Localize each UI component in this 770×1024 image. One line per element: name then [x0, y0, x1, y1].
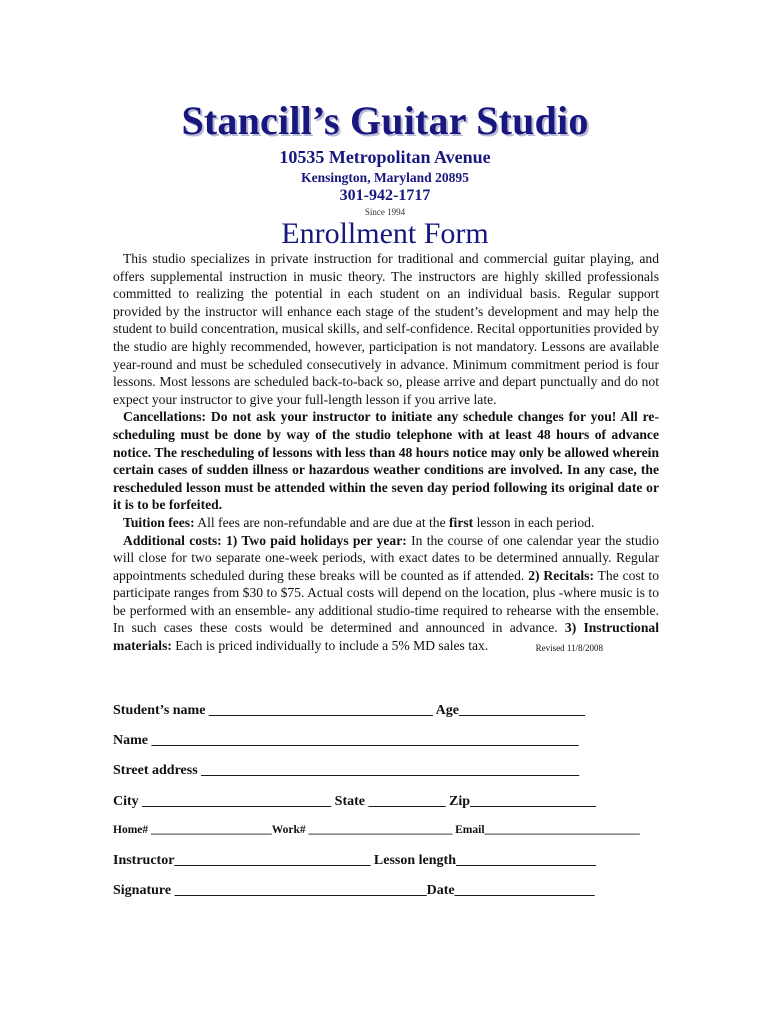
cancellations-text: : Do not ask your instructor to initiate any schedule changes for you! All re-scheduling must be done by way of the studio telephone with at least 48 hours of advance notice. The rescheduling of lessons with less than 48 hours notice may only be allowed wherein certain cases of sudden illness or hazardous weather conditions are involved. In any case, the rescheduled lesson must be attended within the seven day period following its original date or it is to be forfeited. [113, 409, 659, 513]
studio-address: 10535 Metropolitan Avenue [279, 147, 491, 167]
cancellations-paragraph [113, 408, 659, 514]
additional-text: In the course of one calendar year the studio will close for two separate one-week periods, with exact dates to be determined annually. Regular appointments scheduled during these breaks will be counted as if attended. [113, 532, 659, 583]
studio-title: Stancill’s Guitar Studio [181, 98, 589, 143]
city-state-zip-field[interactable]: City ___________________________ State ___________ Zip__________________ [113, 794, 596, 809]
tuition-label: Tuition fees: [123, 514, 195, 530]
tuition-first: first [449, 514, 474, 530]
name-field[interactable]: Name _____________________________________________________________ [113, 733, 579, 748]
intro-text: This studio specializes in private instruction for traditional and commercial guitar playing, and offers supplemental instruction in music theory. The instructors are highly skilled professionals committed to realizing the potential in each student on an individual basis. Regular support provided by the instructor will enhance each stage of the student’s development and may help the student to build concentration, musical skills, and self-confidence. Recital opportunities provided by the studio are highly recommended, however, participation is not mandatory. Lessons are available year-round and must be scheduled consecutively in advance. Minimum commitment period is four lessons. Most lessons are scheduled back-to-back so, please arrive and depart punctually and do not expect your instructor to give your full-length lesson if you arrive late. [113, 251, 659, 407]
instructor-lesson-length-field[interactable]: Instructor____________________________ Lesson length____________________ [113, 853, 597, 868]
street-address-field[interactable]: Street address ______________________________________________________ [113, 763, 580, 778]
materials-text: Each is priced individually to include a 5% MD sales tax. [171, 638, 489, 654]
form-title: Enrollment Form [281, 217, 489, 250]
tuition-paragraph [113, 514, 659, 532]
studio-city: Kensington, Maryland 20895 [301, 170, 469, 185]
tuition-text-1: All fees are non-refundable and are due at the [194, 514, 450, 530]
phone-email-field[interactable]: Home# _____________________Work# _________________________ Email___________________________ [113, 824, 640, 836]
since-year: Since 1994 [364, 207, 406, 217]
studio-phone: 301-942-1717 [339, 187, 431, 204]
recitals-label: 2) Recitals: [528, 567, 594, 583]
recitals-text: The cost to participate ranges from $30 to $75. Actual costs will depend on the location, plus -where music is to be performed with an ensemble- any additional studio-time required to rehearse with the ensemble. In such cases these costs would be determined and announced in advance. [113, 567, 659, 636]
cancellations-label: Cancellations [123, 409, 202, 425]
additional-costs-paragraph [113, 532, 659, 655]
student-name-age-field[interactable]: Student’s name ________________________________ Age__________________ [113, 703, 585, 718]
materials-label: 3) Instructional materials: [113, 620, 659, 654]
tuition-text-2: lesson in each period. [473, 514, 595, 530]
form-description [113, 250, 659, 658]
revised-date: Revised 11/8/2008 [535, 643, 603, 654]
intro-paragraph [113, 250, 659, 408]
signature-date-field[interactable]: Signature ____________________________________Date____________________ [113, 883, 595, 898]
additional-label: Additional costs: 1) Two paid holidays per year: [123, 532, 407, 548]
